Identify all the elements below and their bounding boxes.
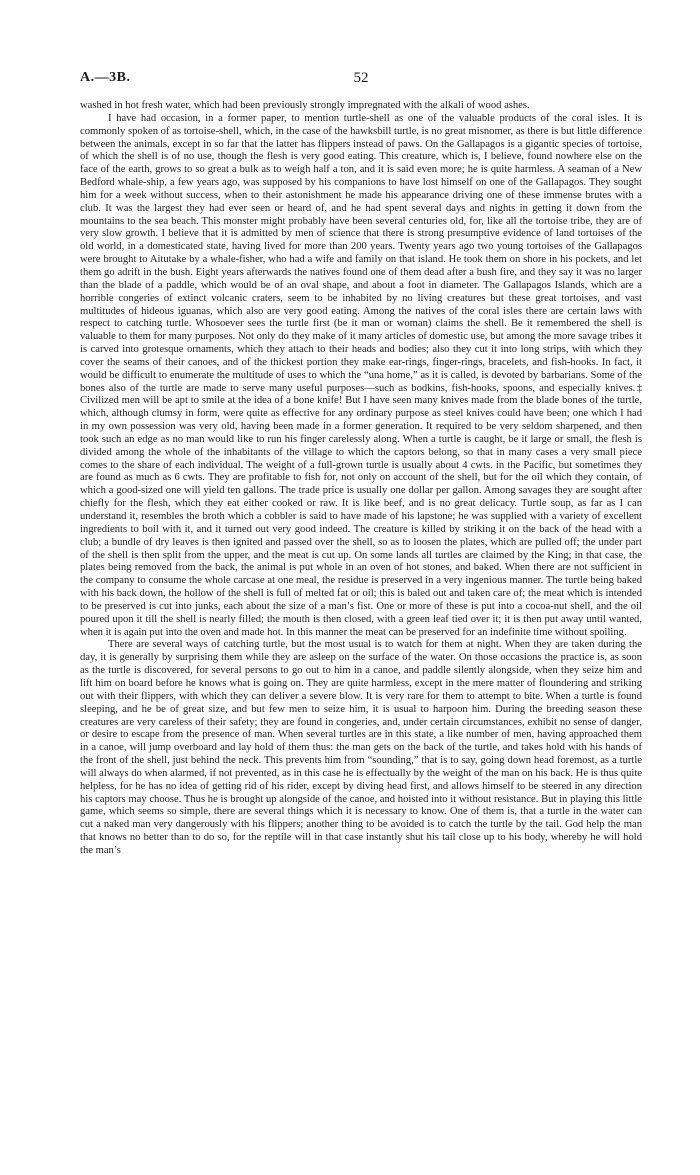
page-header: [80, 70, 642, 92]
document-reference: A.—3B.: [80, 70, 131, 85]
paragraph-turtle-shell: I have had occasion, in a former paper, to mention turtle-shell as one of the valuable products of the coral isles. It is commonly spoken of as tortoise-shell, which, in the case of the hawksbill turtle, is no great misnomer, as there is but little difference between the animals, except in so far that the latter has flippers instead of paws. On the Gallapagos is a gigantic species of tortoise, of which the shell is of no use, though the flesh is very good eating. This creature, which is, I believe, found nowhere else on the face of the earth, grows to so great a bulk as to weigh half a ton, and it is said even more; he is quite harmless. A seaman of a New Bedford whale-ship, a few years ago, was supposed by his companions to have lost himself on one of the Gallapagos. They sought him for a week without success, when to their astonishment he made his appearance driving one of these immense brutes with a club. It was the largest they had ever seen or heard of, and he had spent several days and nights in getting it down from the mountains to the sea beach. This monster might probably have been several centuries old, for, like all the tortoise tribe, they are of very slow growth. I believe that it is admitted by men of science that there is strong presumptive evidence of land tortoises of the old world, in a domesticated state, having lived for more than 200 years. Twenty years ago two young tortoises of the Gallapagos were brought to Aitutake by a whale-fisher, who had a wife and family on that island. He took them on shore in his pockets, and let them go adrift in the bush. Eight years afterwards the natives found one of them dead after a bush fire, and they say it was no larger than the blade of a paddle, which would be of an oval shape, and about a foot in diameter. The Gallapagos Islands, which are a horrible congeries of extinct volcanic craters, seem to be inhabited by no living creatures but these great tortoises, and vast multitudes of hideous iguanas, which also are very good eating. Among the natives of the coral isles there are certain laws with respect to catching turtle. Whosoever sees the turtle first (be it man or woman) claims the shell. Be it remembered the shell is valuable to them for many purposes. Not only do they make of it many articles of domestic use, but among the more savage tribes it is carved into grotesque ornaments, which they attach to their heads and bodies; also they cut it into long strips, with which they cover the seams of their canoes, and of the thickest portion they make ear-rings, finger-rings, bracelets, and fish-hooks. In fact, it would be difficult to enumerate the multitude of uses to which the “una home,” as it is called, is devoted by barbarians. Some of the bones also of the turtle are made to serve many useful purposes—such as bodkins, fish-hooks, spoons, and especially knives.‡ Civilized men will be apt to smile at the idea of a bone knife! But I have seen many knives made from the blade bones of the turtle, which, although clumsy in form, were quite as effective for any ordinary purpose as steel knives could have been; one which I had in my own possession was very old, having been made in a former generation. It required to be very seldom sharpened, and then took such an edge as no man would like to run his finger carelessly along. When a turtle is caught, be it large or small, the flesh is divided among the whole of the inhabitants of the village to which the captors belong, so that in many cases a very small piece comes to the share of each individual. The weight of a full-grown turtle is usually about 4 cwts. in the Pacific, but sometimes they are found as much as 6 cwts. They are profitable to fish for, not only on account of the shell, but for the oil which they contain, of which a good-sized one will yield ten gallons. The trade price is usually one dollar per gallon. Among savages they are sought after chiefly for the flesh, which they eat either cooked or raw. It is like beef, and is no great delicacy. Turtle soup, as far as I can understand it, resembles the broth which a cobbler is said to have made of his lapstone; he was supplied with a variety of excellent ingredients to boil with it, and it turned out very good indeed. The creature is killed by striking it on the back of the head with a club; a bundle of dry leaves is then ignited and passed over the shell, so as to loosen the plates, which are pulled off; the under part of the shell is then split from the upper, and the meat is cut up. On some lands all turtles are claimed by the King; in that case, the plates being removed from the back, the animal is put whole in an oven of hot stones, and baked. When there are not sufficient in the company to consume the whole carcase at one meal, the residue is preserved in a very ingenious manner. The turtle being baked with his back down, the hollow of the shell is full of melted fat or oil; this is baled out and taken care of; the meat which is intended to be preserved is cut into junks, each about the size of a man’s fist. One or more of these is put into a cocoa-nut shell, and the oil poured upon it till the shell is nearly filled; the mouth is then closed, with a green leaf tied over it; it is then put away until wanted, when it is again put into the oven and made hot. In this manner the meat can be preserved for an indefinite time without spoiling.: [80, 112, 642, 638]
page-number: 52: [353, 70, 369, 86]
document-body: [80, 100, 642, 858]
paragraph-catching-turtle: There are several ways of catching turtle, but the most usual is to watch for them at night. When they are taken during the day, it is generally by surprising them while they are asleep on the surface of the water. On those occasions the practice is, as soon as the turtle is discovered, for several persons to go out to him in a canoe, and paddle silently alongside, when they seize him and lift him on board before he knows what is going on. They are quite harmless, except in the mere matter of floundering and striking out with their flippers, with which they can deliver a severe blow. It is very rare for them to attempt to bite. When a turtle is found sleeping, and he be of great size, and but few men to seize him, it is usual to harpoon him. During the breeding season these creatures are very careless of their safety; they are found in congeries, and, under certain circumstances, exhibit no sense of danger, or desire to escape from the presence of man. When several turtles are in this state, a like number of men, having approached them in a canoe, will jump overboard and lay hold of them thus: the man gets on the back of the turtle, and takes hold with his hands of the front of the shell, just behind the neck. This prevents him from “sounding,” that is to say, going down head foremost, as a turtle will always do when alarmed, if not prevented, as in this case he is effectually by the weight of the man on his back. He is thus quite helpless, for he has no idea of getting rid of his rider, except by diving head first, and allows himself to be steered in any direction his captors may choose. Thus he is brought up alongside of the canoe, and hoisted into it without resistance. But in playing this little game, which seems so simple, there are several things which it is necessary to know. One of them is, that a turtle in the water can cut a naked man very dangerously with his flippers; another thing to be avoided is to catch the turtle by the tail. God help the man that knows no better than to do so, for the reptile will in that case instantly shut his tail close up to his body, whereby he will hold the man’s: [80, 639, 642, 856]
paragraph-continuation: washed in hot fresh water, which had been previously strongly impregnated with the alkali of wood ashes.: [80, 100, 530, 111]
